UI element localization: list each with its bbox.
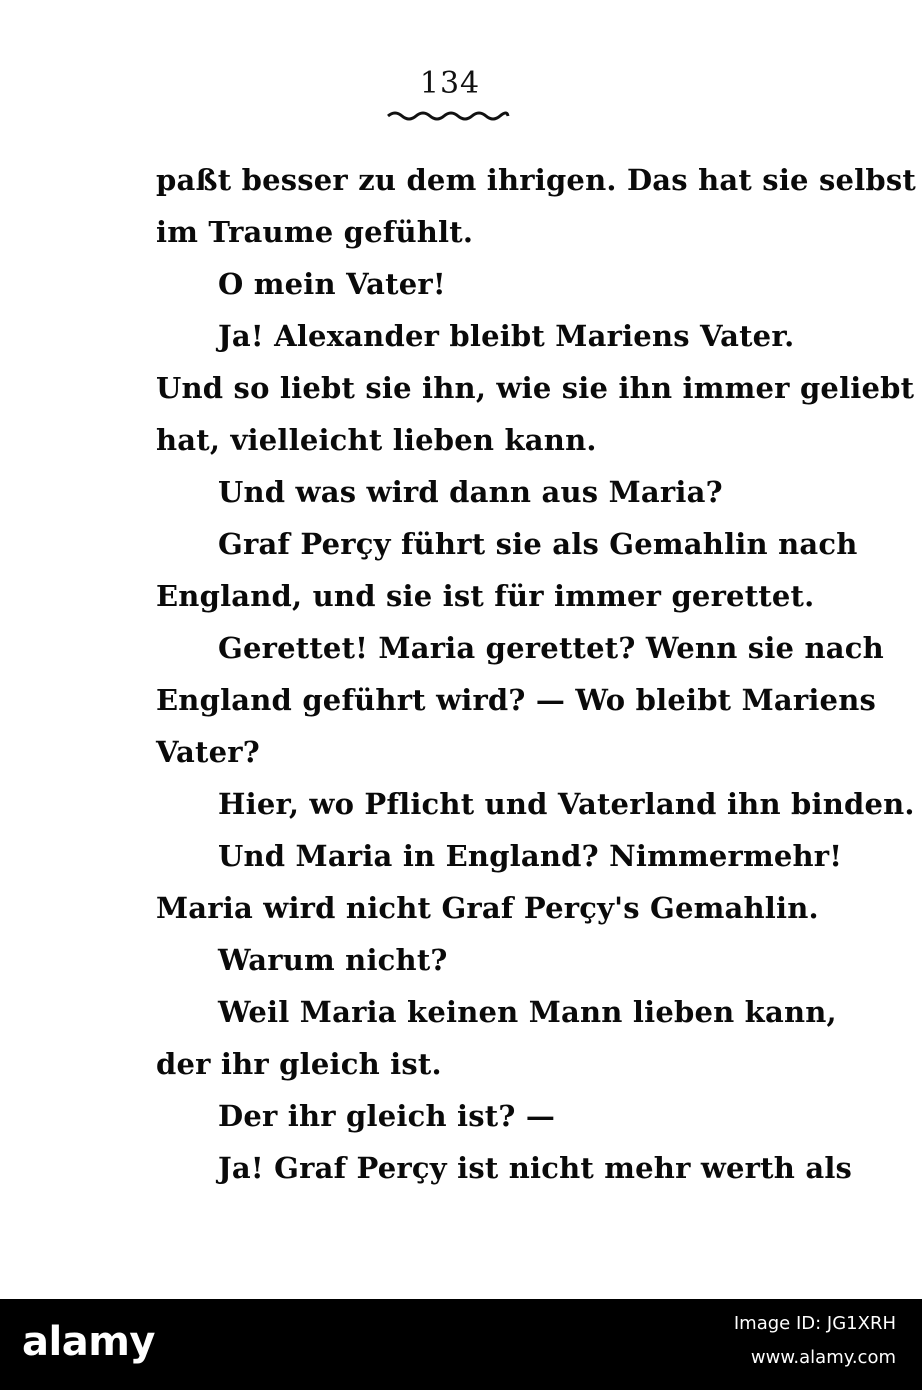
- text-line: Weil Maria keinen Mann lieben kann,: [218, 995, 837, 1029]
- text-line: Ja! Alexander bleibt Mariens Vater.: [218, 319, 795, 353]
- text-line: der ihr gleich ist.: [156, 1047, 442, 1081]
- text-line: Gerettet! Maria gerettet? Wenn sie nach: [218, 631, 884, 665]
- text-line: England geführt wird? — Wo bleibt Mariens: [156, 683, 877, 717]
- text-line: Und was wird dann aus Maria?: [218, 475, 723, 509]
- text-line: paßt besser zu dem ihrigen. Das hat sie selbst: [156, 163, 916, 197]
- body-text: [156, 154, 916, 1194]
- page-number: 134: [419, 66, 481, 101]
- ornament-divider: [386, 109, 510, 123]
- text-line: hat, vielleicht lieben kann.: [156, 423, 597, 457]
- text-line: Warum nicht?: [218, 943, 448, 977]
- text-line: Und Maria in England? Nimmermehr!: [218, 839, 843, 873]
- alamy-logo: alamy: [22, 1319, 155, 1365]
- text-line: Graf Perçy führt sie als Gemahlin nach: [218, 527, 858, 561]
- image-id-text: Image ID: JG1XRH: [733, 1313, 896, 1334]
- text-line: Ja! Graf Perçy ist nicht mehr werth als: [218, 1151, 853, 1185]
- text-line: Vater?: [156, 735, 260, 769]
- text-line: Der ihr gleich ist? —: [218, 1099, 556, 1133]
- text-line: England, und sie ist für immer gerettet.: [156, 579, 815, 613]
- text-line: Hier, wo Pflicht und Vaterland ihn binden.: [218, 787, 915, 821]
- watermark-bar: [0, 1299, 922, 1390]
- site-url-text: www.alamy.com: [750, 1347, 896, 1368]
- text-line: im Traume gefühlt.: [156, 215, 474, 249]
- text-line: Maria wird nicht Graf Perçy's Gemahlin.: [156, 891, 819, 925]
- text-line: O mein Vater!: [218, 267, 446, 301]
- text-line: Und so liebt sie ihn, wie sie ihn immer geliebt: [156, 371, 915, 405]
